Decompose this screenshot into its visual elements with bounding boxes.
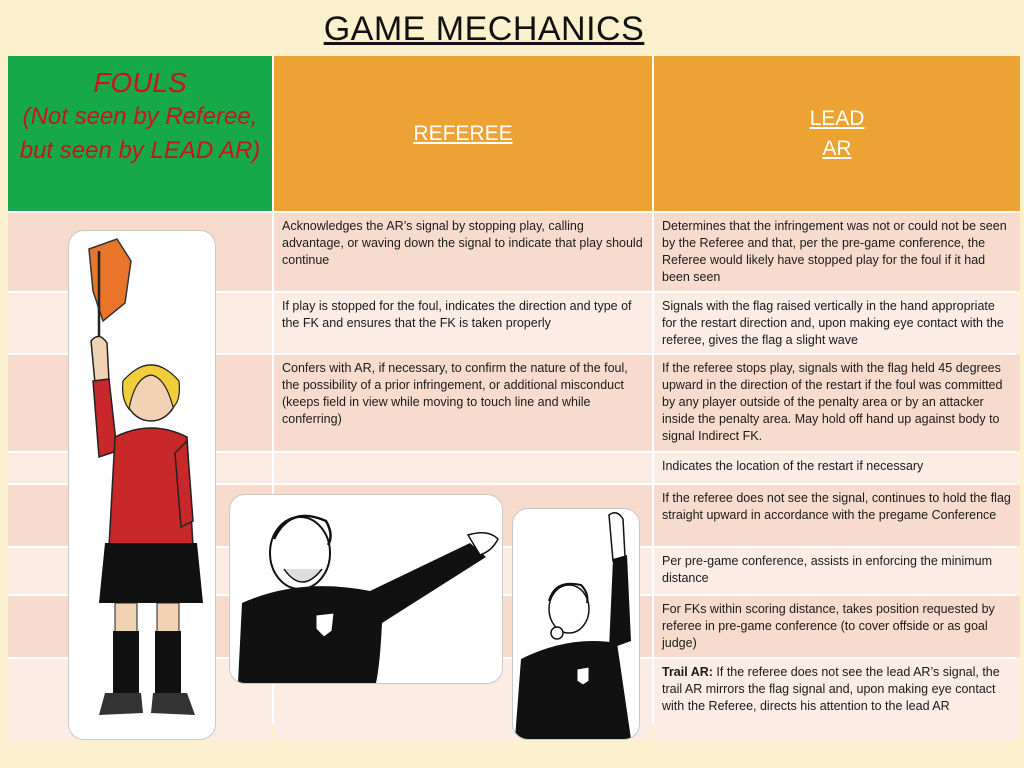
- lead-heading: LEAD: [809, 107, 865, 130]
- referee-cell-3: Confers with AR, if necessary, to confirm the nature of the foul, the possibility of a prior infringement, or additional misconduct (keeps field in view while moving to touch line and while conferring): [274, 355, 652, 451]
- referee-pointing-drawing: [230, 495, 502, 683]
- ar-heading: AR: [822, 137, 852, 160]
- assistant-referee-drawing: [69, 231, 215, 739]
- lead-ar-cell-5: If the referee does not see the signal, continues to hold the flag straight upward in accordance with the pregame Conference: [654, 485, 1020, 546]
- header-referee: [274, 56, 652, 211]
- assistant-referee-flag-illustration: [68, 230, 216, 740]
- lead-ar-cell-8: [654, 659, 1020, 740]
- fouls-title: FOULS: [93, 67, 187, 98]
- lead-ar-cell-6: Per pre-game conference, assists in enforcing the minimum distance: [654, 548, 1020, 594]
- trail-ar-label: Trail AR:: [662, 665, 713, 679]
- referee-pointing-illustration: [229, 494, 503, 684]
- referee-cell-1: Acknowledges the AR’s signal by stopping play, calling advantage, or waving down the signal to indicate that play should continue: [274, 213, 652, 291]
- header-lead-ar: [654, 56, 1020, 211]
- lead-ar-cell-7: For FKs within scoring distance, takes position requested by referee in pre-game conference (to cover offside or as goal judge): [654, 596, 1020, 657]
- lead-ar-cell-2: Signals with the flag raised vertically in the hand appropriate for the restart direction and, upon making eye contact with the referee, gives the flag a slight wave: [654, 293, 1020, 353]
- referee-whistle-drawing: [513, 509, 639, 739]
- header-fouls: [8, 56, 272, 211]
- referee-whistle-illustration: [512, 508, 640, 740]
- lead-ar-cell-4: Indicates the location of the restart if necessary: [654, 453, 1020, 483]
- lead-ar-cell-1: Determines that the infringement was not or could not be seen by the Referee and that, per the pre-game conference, the Referee would likely have stopped play for the foul if it had been seen: [654, 213, 1020, 291]
- referee-cell-2: If play is stopped for the foul, indicates the direction and type of the FK and ensures that the FK is taken properly: [274, 293, 652, 353]
- trail-ar-text: If the referee does not see the lead AR’s signal, the trail AR mirrors the flag signal and, upon making eye contact with the Referee, directs his attention to the lead AR: [662, 665, 1000, 713]
- lead-ar-cell-3: If the referee stops play, signals with the flag held 45 degrees upward in the direction of the restart if the foul was committed by any player outside of the penalty area or by an attacker inside the penalty area. May hold off hand up against body to signal Indirect FK.: [654, 355, 1020, 451]
- referee-cell-4: [274, 453, 652, 483]
- page-title: GAME MECHANICS: [323, 10, 645, 48]
- fouls-subtitle: (Not seen by Referee, but seen by LEAD AR): [19, 103, 261, 164]
- referee-heading: REFEREE: [413, 121, 513, 145]
